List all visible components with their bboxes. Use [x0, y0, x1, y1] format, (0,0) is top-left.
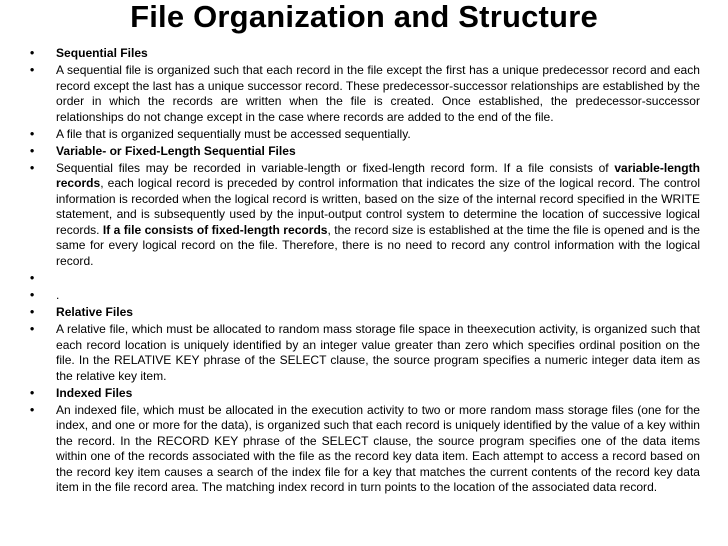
- text-run: A relative file, which must be allocated to random mass storage file space in theexecution activity, is organized such that each record location is uniquely identified by an integer value greater than zero which specifies ordinal position on the file. In the RELATIVE KEY phrase of the SELECT clause, the source program specifies a numeric integer data item as the relative key item.: [56, 322, 700, 383]
- bullet-text: [56, 322, 700, 383]
- bullet-item: [30, 127, 700, 143]
- bullet-text: [56, 144, 296, 158]
- bullet-item: [30, 46, 700, 62]
- bullet-item: [30, 322, 700, 384]
- text-run: , each logical record is preceded by control information that indicates the size of the logical record. The control information is recorded when the logical record is written, based on the size of the internal record specified in the WRITE statement, and is subsequently used by the input-output control system to determine the location of successive logical records.: [56, 176, 700, 237]
- bullet-dot-icon: •: [30, 46, 35, 60]
- bullet-text: [56, 403, 700, 495]
- bullet-dot-icon: •: [30, 288, 35, 303]
- bullet-item: [30, 144, 700, 160]
- bullet-dot-icon: •: [30, 305, 35, 320]
- bullet-text: [56, 386, 132, 400]
- bullet-item: [30, 271, 700, 287]
- bullet-item: [30, 63, 700, 125]
- bullet-text: [56, 161, 700, 268]
- bold-text-run: Sequential Files: [56, 46, 148, 60]
- bold-text-run: variable-length records: [56, 160, 700, 191]
- bullet-text: [56, 305, 133, 319]
- bullet-dot-icon: •: [30, 160, 35, 175]
- bold-text-run: Relative Files: [56, 305, 134, 320]
- bullet-item: [30, 305, 700, 321]
- bullet-dot-icon: •: [30, 385, 35, 400]
- bold-text-run: Variable- or Fixed-Length Sequential Files: [56, 143, 296, 158]
- bullet-dot-icon: •: [30, 402, 35, 417]
- text-run: Sequential files may be recorded in variable-length or fixed-length record form. If a file consists of: [56, 160, 615, 175]
- slide-title: File Organization and Structure: [130, 0, 598, 34]
- text-run: An indexed file, which must be allocated in the execution activity to two or more random mass storage files (one for the index, and one or more for the data), is organized such that each record is uniquely identified by the value of a key within the record. In the RECORD KEY phrase of the SELECT clause, the source program specifies one of the data items within one of the records associated with the file as the record key data item. Each attempt to access a record based on the record key item causes a search of the index file for a key that matches the current contents of the record key data item in the file record area. The matching index record in turn points to the location of the associated data record.: [56, 402, 700, 495]
- text-run: .: [56, 288, 60, 303]
- text-run: , the record size is established at the time the file is opened and is the same for every logical record on the file. Therefore, there is no need to record any control information with the logical record.: [56, 222, 700, 268]
- bullet-item: [30, 403, 700, 496]
- bullet-text: [56, 63, 700, 124]
- bullet-list: [30, 46, 700, 498]
- bullet-dot-icon: •: [30, 270, 35, 285]
- bullet-item: [30, 161, 700, 270]
- bullet-dot-icon: •: [30, 63, 35, 78]
- bullet-item: [30, 288, 700, 304]
- bullet-text: [56, 127, 411, 141]
- bullet-item: [30, 386, 700, 402]
- bullet-text: [56, 288, 59, 302]
- bullet-dot-icon: •: [30, 126, 35, 141]
- text-run: A sequential file is organized such that each record in the file except the first has a unique predecessor record and each record except the last has a unique successor record. These predecessor-successor relationships are established by the order in which the records are written when the file is created. Once established, the predecessor-successor relationships do not change except in the case where records are added to the end of the file.: [56, 63, 700, 124]
- bullet-dot-icon: •: [30, 143, 35, 158]
- bold-text-run: If a file consists of fixed-length records: [102, 222, 328, 237]
- bullet-text: [56, 271, 59, 285]
- bold-text-run: Indexed Files: [56, 385, 133, 400]
- bullet-dot-icon: •: [30, 322, 35, 337]
- bullet-text: [56, 46, 148, 60]
- text-run: A file that is organized sequentially must be accessed sequentially.: [56, 126, 411, 141]
